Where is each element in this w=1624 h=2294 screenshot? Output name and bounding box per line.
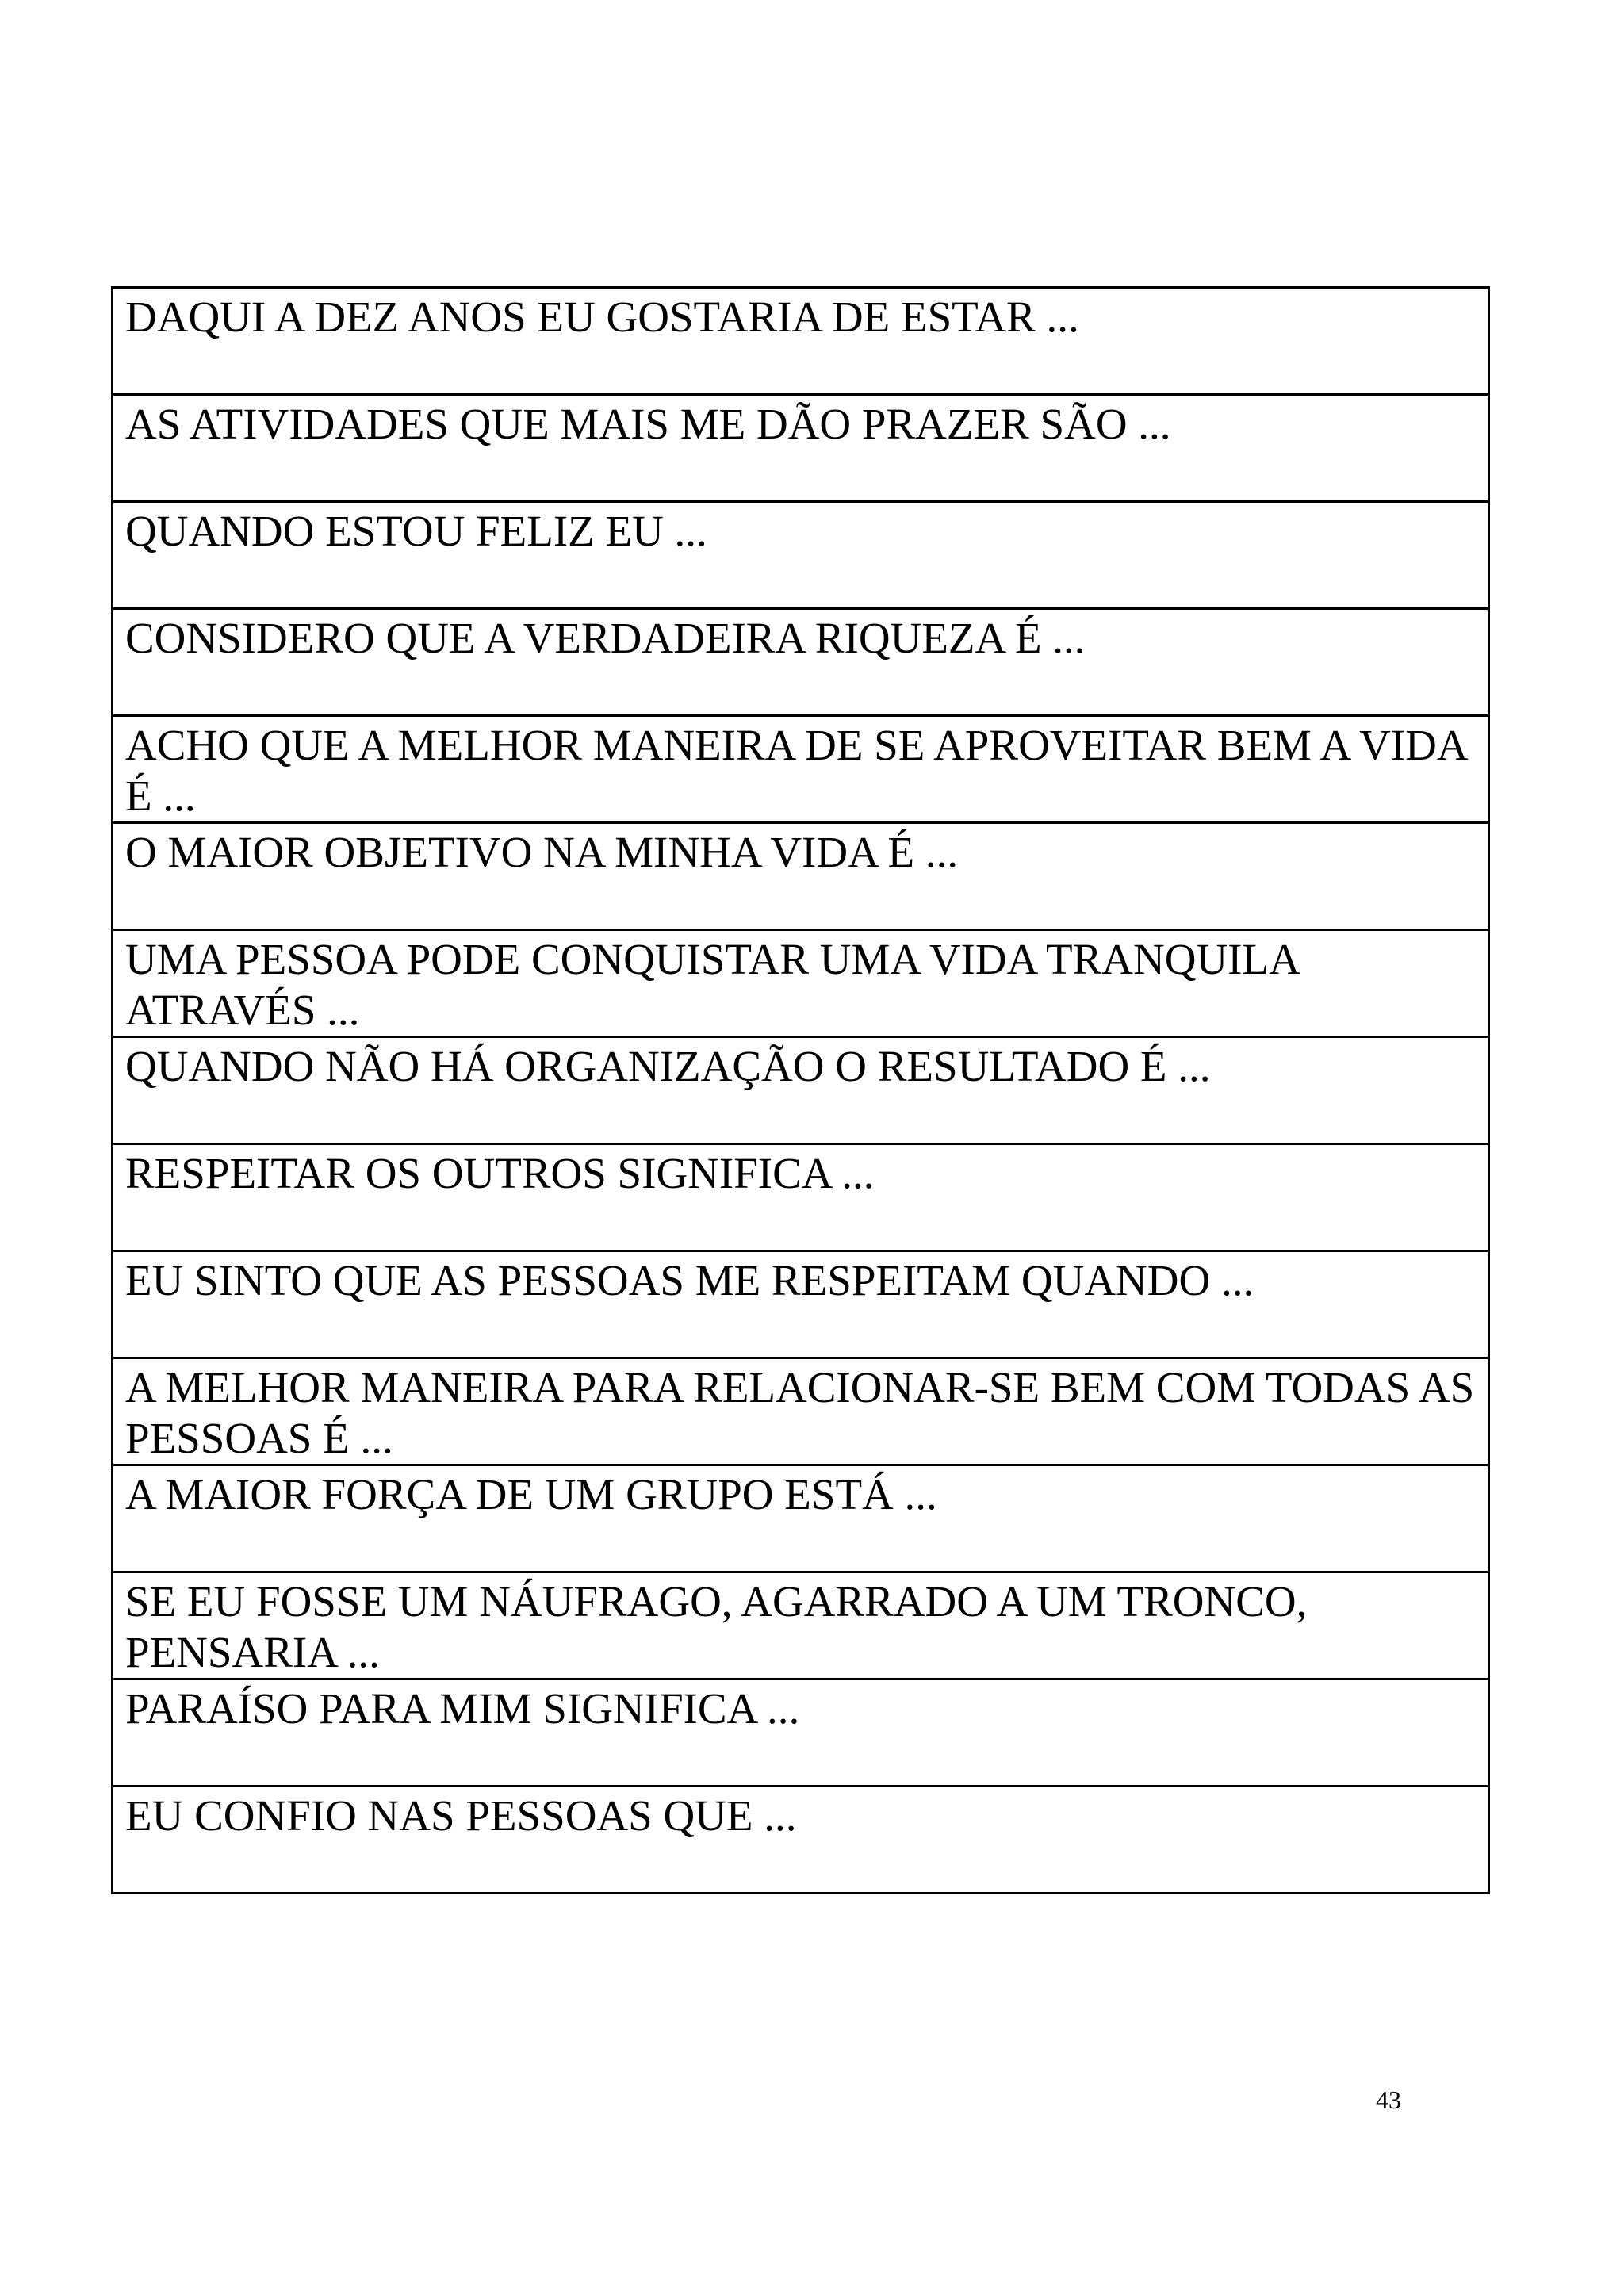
prompt-cell [113,1679,1489,1787]
table-row [113,823,1489,930]
prompt-cell [113,1787,1489,1894]
prompt-text: QUANDO NÃO HÁ ORGANIZAÇÃO O RESULTADO É ... [125,1042,1211,1090]
prompt-text: UMA PESSOA PODE CONQUISTAR UMA VIDA TRANQUILA ATRAVÉS ... [125,935,1298,1034]
table-row [113,1251,1489,1358]
prompt-cell [113,1251,1489,1358]
prompt-cell [113,823,1489,930]
table-row [113,716,1489,823]
table-row [113,1787,1489,1894]
prompt-text: DAQUI A DEZ ANOS EU GOSTARIA DE ESTAR ... [125,293,1079,341]
table-row [113,1144,1489,1251]
sentence-completion-table [111,286,1490,1894]
table-row [113,1572,1489,1679]
prompt-text: O MAIOR OBJETIVO NA MINHA VIDA É ... [125,828,959,876]
prompt-text: EU CONFIO NAS PESSOAS QUE ... [125,1791,797,1840]
table-row [113,930,1489,1037]
prompt-text: RESPEITAR OS OUTROS SIGNIFICA ... [125,1149,875,1197]
prompt-text: A MAIOR FORÇA DE UM GRUPO ESTÁ ... [125,1470,937,1518]
page-number: 43 [1376,2085,1401,2114]
table-row [113,1679,1489,1787]
table-row [113,609,1489,716]
prompt-cell [113,1037,1489,1144]
prompt-cell [113,1358,1489,1465]
prompt-text: EU SINTO QUE AS PESSOAS ME RESPEITAM QUANDO ... [125,1256,1254,1304]
table-row [113,1037,1489,1144]
prompt-cell [113,1572,1489,1679]
prompt-text: A MELHOR MANEIRA PARA RELACIONAR-SE BEM COM TODAS AS PESSOAS É ... [125,1363,1475,1462]
prompt-text: CONSIDERO QUE A VERDADEIRA RIQUEZA É ... [125,614,1086,662]
prompt-cell [113,288,1489,395]
prompt-text: AS ATIVIDADES QUE MAIS ME DÃO PRAZER SÃO ... [125,400,1171,448]
table-row [113,502,1489,609]
table-row [113,1465,1489,1572]
prompt-cell [113,930,1489,1037]
prompt-text: PARAÍSO PARA MIM SIGNIFICA ... [125,1684,800,1733]
table-row [113,395,1489,502]
prompt-cell [113,716,1489,823]
prompt-cell [113,609,1489,716]
prompt-text: QUANDO ESTOU FELIZ EU ... [125,507,707,555]
prompt-cell [113,1144,1489,1251]
prompt-cell [113,395,1489,502]
prompt-cell [113,1465,1489,1572]
prompt-text: ACHO QUE A MELHOR MANEIRA DE SE APROVEITAR BEM A VIDA É ... [125,721,1466,820]
prompt-cell [113,502,1489,609]
table-row [113,1358,1489,1465]
prompt-text: SE EU FOSSE UM NÁUFRAGO, AGARRADO A UM TRONCO, PENSARIA ... [125,1577,1308,1676]
table-row [113,288,1489,395]
